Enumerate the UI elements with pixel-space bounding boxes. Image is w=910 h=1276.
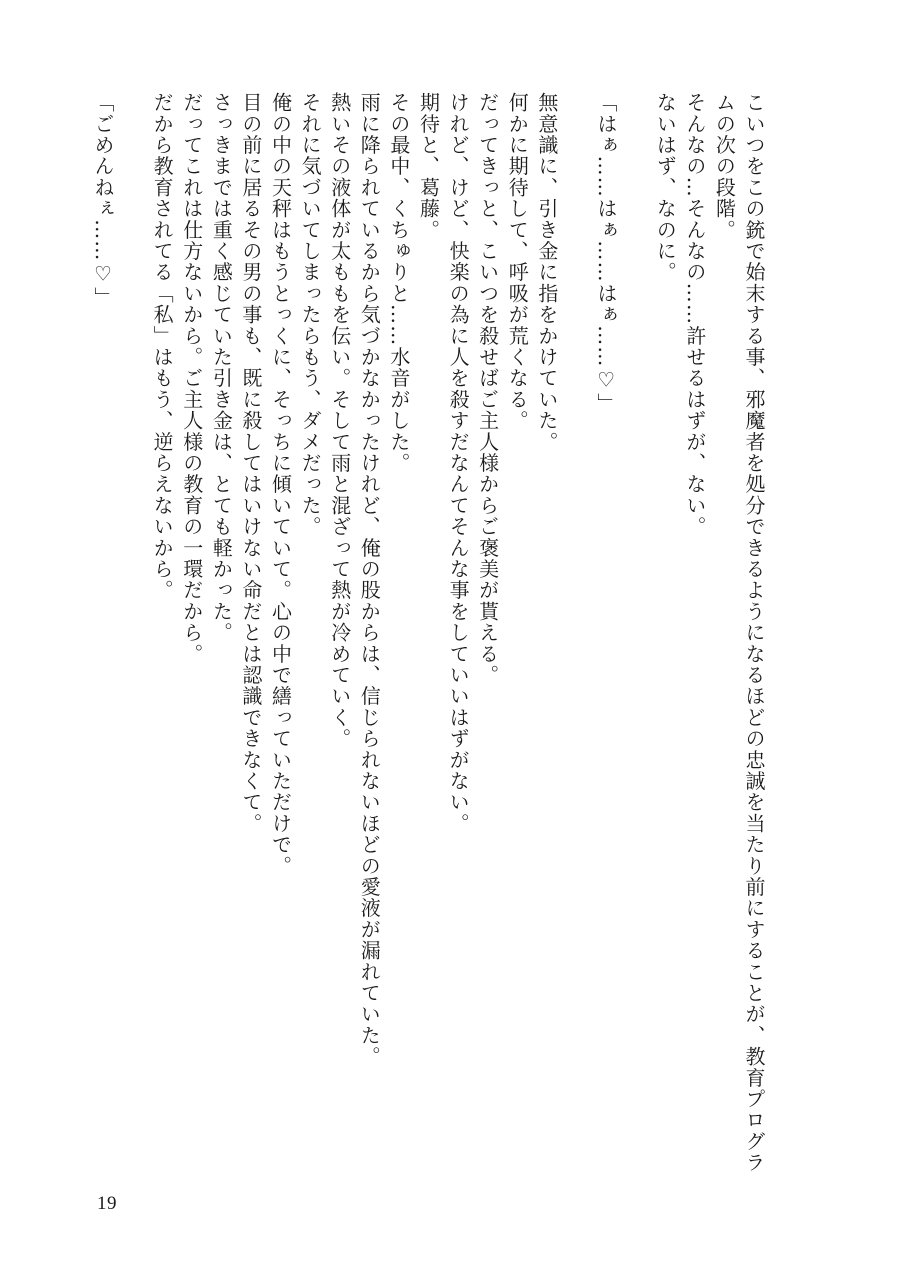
text-line: だってきっと、こいつを殺せばご主人様からご褒美が貰える。 xyxy=(475,92,500,686)
dialogue-line: 「ごめんねぇ……♡」 xyxy=(90,92,115,308)
text-line: 熱いその液体が太ももを伝い。そして雨と混ざって熱が冷めていく。 xyxy=(327,92,352,750)
vertical-text-body xyxy=(87,92,768,1174)
blank-line xyxy=(117,92,147,93)
text-line: だってこれは仕方ないから。ご主人様の教育の一環だから。 xyxy=(179,92,204,665)
text-line: さっきまでは重く感じていた引き金は、とても軽かった。 xyxy=(209,92,234,644)
text-line: ないはず、なのに。 xyxy=(653,92,678,283)
text-line: その最中、くちゅりと……水音がした。 xyxy=(386,92,411,474)
text-line: 目の前に居るその男の事も、既に殺してはいけない命だとは認識できなくて。 xyxy=(238,92,263,834)
text-line: 俺の中の天秤はもうとっくに、そっちに傾いていて。心の中で繕っていただけで。 xyxy=(268,92,293,877)
text-line: だから教育されてる「私」はもう、逆らえないから。 xyxy=(150,92,175,601)
text-line: 期待と、葛藤。 xyxy=(416,92,441,241)
text-line: 雨に降られているから気づかなかったけれど、俺の股からは、信じられないほどの愛液が漏れていた。 xyxy=(357,92,382,1068)
text-line: ムの次の段階。 xyxy=(712,92,737,241)
text-line: それに気づいてしまったらもう、ダメだった。 xyxy=(298,92,323,538)
text-line: こいつをこの銃で始末する事、邪魔者を処分できるようになるほどの忠誠を当たり前にすることが、教育プログラ xyxy=(742,92,766,1174)
page-number: 19 xyxy=(97,1193,117,1214)
dialogue-line: 「はぁ……はぁ……はぁ……♡」 xyxy=(594,92,619,414)
blank-line xyxy=(620,92,650,93)
blank-line xyxy=(561,92,591,93)
text-line: 何かに期待して、呼吸が荒くなる。 xyxy=(505,92,530,432)
text-line: 無意識に、引き金に指をかけていた。 xyxy=(534,92,559,453)
text-line: けれど、けど、快楽の為に人を殺すだなんてそんな事をしていいはずがない。 xyxy=(446,92,471,834)
text-line: そんなの…そんなの……許せるはずが、ない。 xyxy=(682,92,707,538)
